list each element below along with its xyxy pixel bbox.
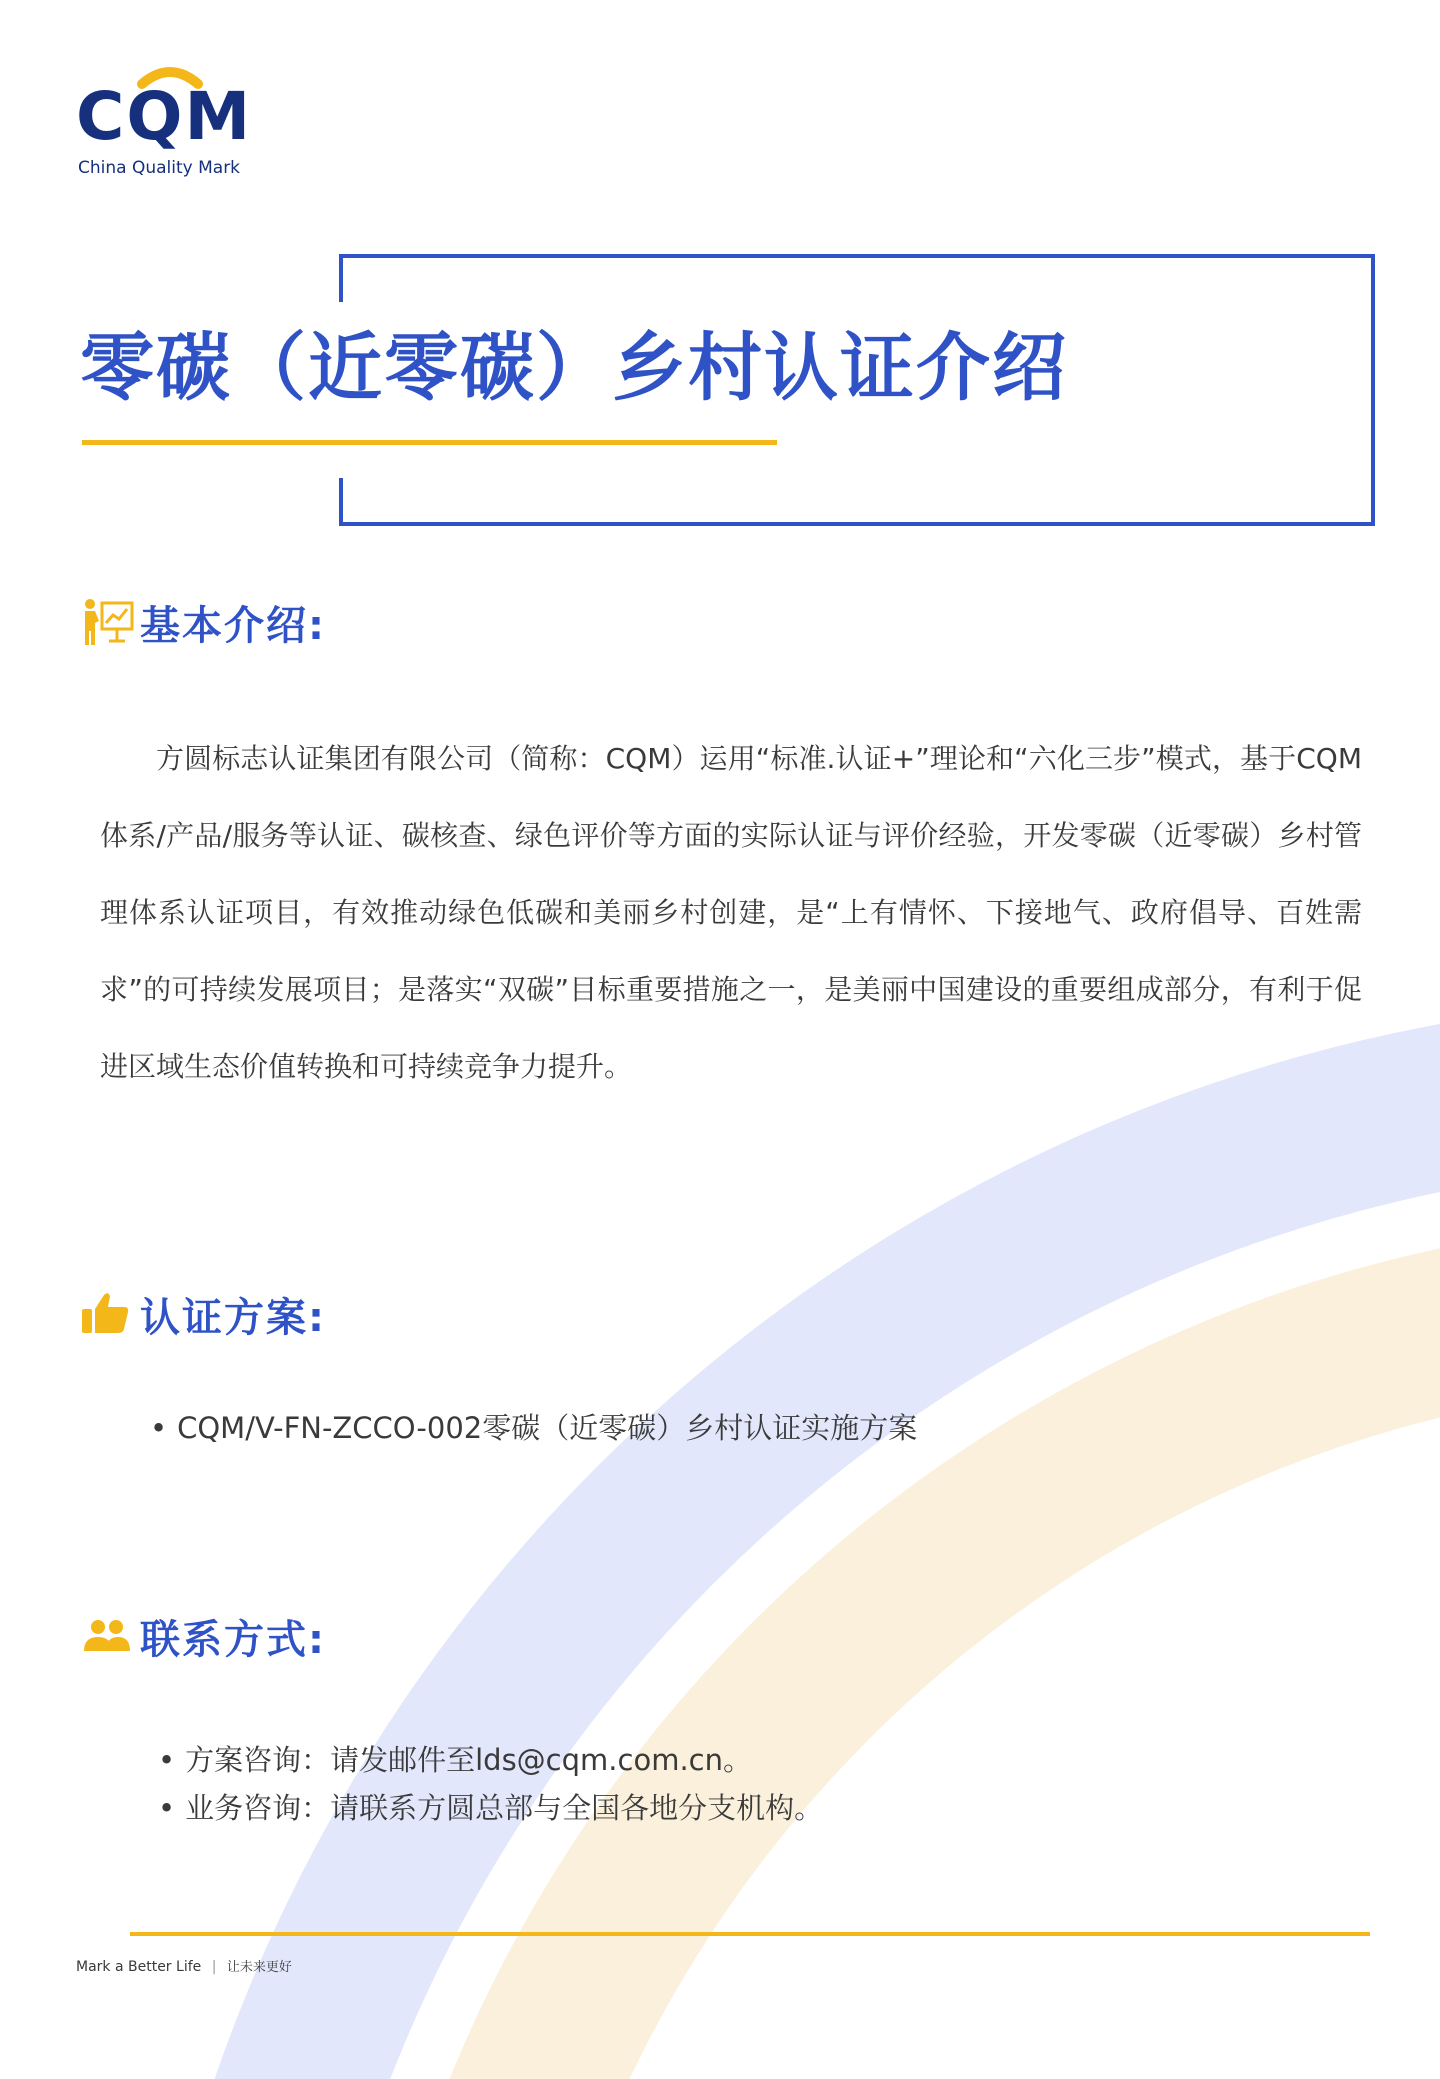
presenter-chart-icon <box>80 595 134 649</box>
intro-paragraph: 方圆标志认证集团有限公司（简称：CQM）运用“标准.认证+”理论和“六化三步”模式，基于CQM体系/产品/服务等认证、碳核查、绿色评价等方面的实际认证与评价经验，开发零碳（近零碳）乡村管理体系认证项目，有效推动绿色低碳和美丽乡村创建，是“上有情怀、下接地气、政府倡导、百姓需求”的可持续发展项目；是落实“双碳”目标重要措施之一，是美丽中国建设的重要组成部分，有利于促进区域生态价值转换和可持续竞争力提升。 <box>100 742 1362 1083</box>
logo-mark: CQM <box>76 78 253 155</box>
footer-slogan-cn: 让未来更好 <box>226 1960 292 1975</box>
contact-item-scheme: • 方案咨询：请发邮件至lds@cqm.com.cn。 <box>158 1736 823 1784</box>
contact-item-business: • 业务咨询：请联系方圆总部与全国各地分支机构。 <box>158 1784 823 1832</box>
section-scheme-heading <box>80 1284 326 1344</box>
section-intro-heading <box>80 592 326 652</box>
section-scheme-title: 认证方案: <box>140 1294 326 1341</box>
section-contact-heading <box>80 1606 326 1666</box>
section-intro-title: 基本介绍: <box>140 602 326 649</box>
footer-slogan: Mark a Better Life | 让未来更好 <box>76 1959 292 1975</box>
title-underline <box>82 440 777 445</box>
scheme-item: • CQM/V-FN-ZCCO-002零碳（近零碳）乡村认证实施方案 <box>150 1406 917 1447</box>
section-contact-title: 联系方式: <box>140 1616 326 1663</box>
footer-divider <box>130 1932 1370 1936</box>
contact-list <box>158 1736 823 1832</box>
cqm-logo <box>70 62 290 182</box>
page-title: 零碳（近零碳）乡村认证介绍 <box>80 328 1076 409</box>
scheme-list <box>150 1406 917 1447</box>
thumbs-up-icon <box>80 1287 134 1341</box>
footer-slogan-en: Mark a Better Life <box>76 1959 202 1975</box>
logo-subtitle: China Quality Mark <box>78 158 241 178</box>
people-icon <box>80 1609 134 1663</box>
